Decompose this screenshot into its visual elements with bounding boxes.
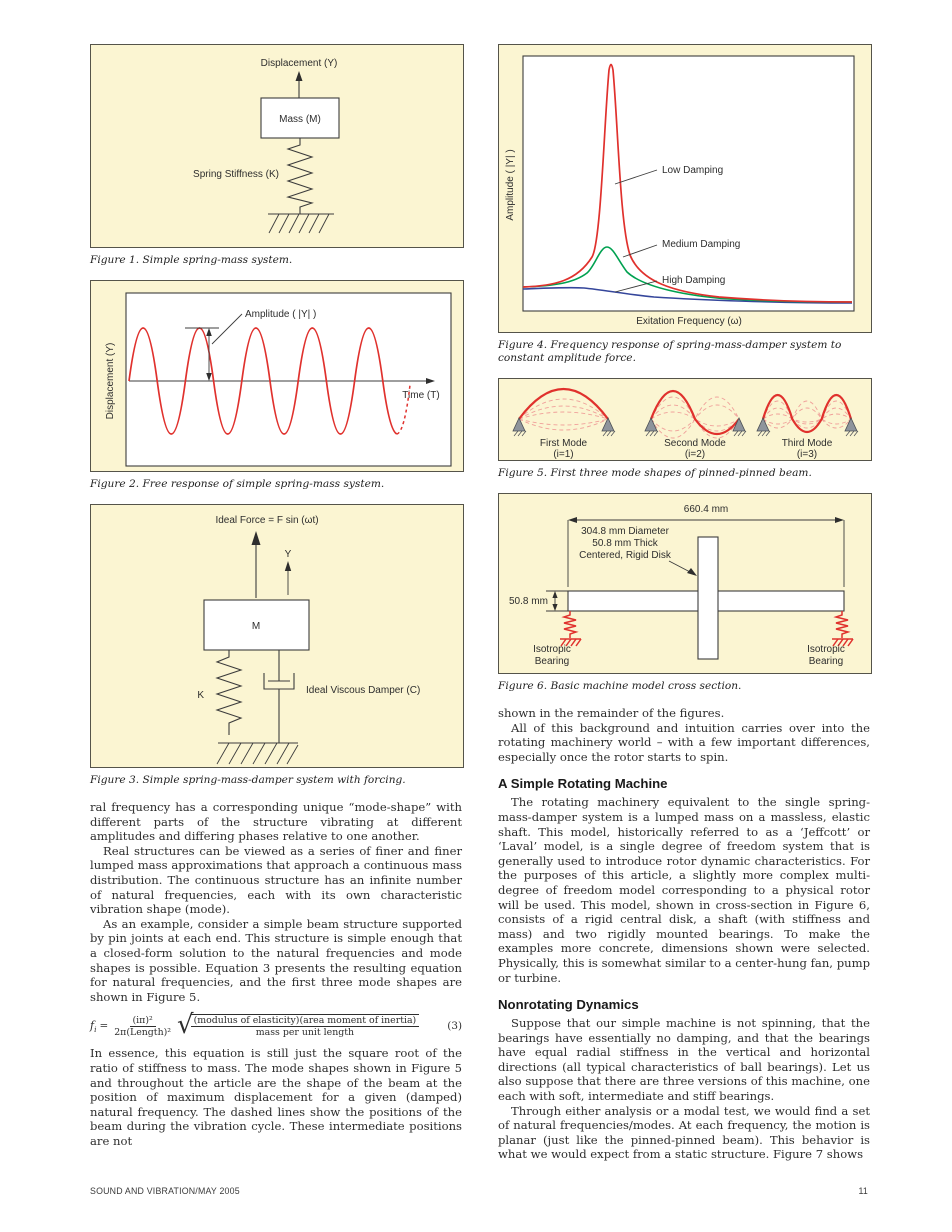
fig6-shaft-arrowhead-bottom bbox=[552, 604, 557, 611]
equation-variable: $f_i$ bbox=[90, 1018, 97, 1034]
fig5-mode2-label: Second Mode bbox=[664, 438, 726, 449]
fig4-low-damping-label: Low Damping bbox=[662, 165, 724, 176]
figure-4-plot bbox=[498, 44, 872, 333]
fig1-arrowhead bbox=[296, 71, 303, 81]
fig5-mode3-intermediate-dashed bbox=[763, 401, 851, 428]
paragraph: Suppose that our simple machine is not spinning, that the bearings have essentially no damping, and that the bearings have equal radial stiffness in the vertical and horizontal directions (all typical characteristics of ball bearings). Let us also suppose that there are three versions of this machine, one each with soft, intermediate and stiff bearings. bbox=[498, 1016, 870, 1104]
equation-3 bbox=[90, 1010, 462, 1041]
figure-1 bbox=[90, 44, 462, 267]
footer-journal-title: SOUND AND VIBRATION/MAY 2005 bbox=[90, 1186, 240, 1196]
paragraph: In essence, this equation is still just the square root of the ratio of stiffness to mass. The mode shapes shown in Figure 5 and throughout the article are the shape of the beam at the position of maximum displacement for a given (damped) natural frequency. The dashed lines show the positions of the beam during the vibration cycle. These intermediate positions are not bbox=[90, 1046, 462, 1148]
fig1-mass-label: Mass (M) bbox=[279, 114, 321, 125]
fig3-ground-hatching bbox=[217, 743, 298, 764]
fig6-right-bearing-label-line2: Bearing bbox=[808, 656, 844, 667]
radical-sign: √ bbox=[177, 1010, 194, 1041]
equation-number: (3) bbox=[447, 1020, 462, 1033]
fig2-x-axis-label: Time (T) bbox=[402, 390, 440, 401]
fig5-pin-support bbox=[845, 418, 857, 431]
figure-1-diagram bbox=[90, 44, 464, 248]
fig5-mode1-shape bbox=[519, 389, 608, 419]
fig6-left-bearing-label-line1: Isotropic bbox=[533, 644, 571, 655]
section-heading-simple-rotating-machine: A Simple Rotating Machine bbox=[498, 776, 668, 792]
figure-4 bbox=[498, 44, 870, 365]
fig1-displacement-label: Displacement (Y) bbox=[260, 58, 338, 69]
fig2-y-axis-label: Displacement (Y) bbox=[105, 342, 116, 420]
fig3-mass-label: M bbox=[251, 621, 261, 632]
right-column bbox=[498, 44, 870, 1162]
fig5-third-mode bbox=[757, 395, 858, 460]
fig4-medium-damping-label: Medium Damping bbox=[662, 239, 741, 250]
fig6-shaft-height-label: 50.8 mm bbox=[509, 596, 548, 607]
fig6-disk-label-line1: 304.8 mm Diameter bbox=[581, 526, 669, 537]
fig5-mode1-label: First Mode bbox=[539, 438, 588, 449]
fig1-spring bbox=[288, 138, 312, 214]
fig3-y-label: Y bbox=[284, 549, 292, 560]
figure-2 bbox=[90, 280, 462, 491]
equation-radicand: $\frac{\text{(modulus of elasticity)(area moment of inertia)}}{\text{mass per unit length}}$ bbox=[191, 1014, 420, 1038]
section-heading-nonrotating-dynamics: Nonrotating Dynamics bbox=[498, 997, 639, 1013]
figure-2-caption: Figure 2. Free response of simple spring-mass system. bbox=[90, 478, 385, 490]
fig3-spring bbox=[217, 650, 241, 735]
fig5-mode1-index: (i=1) bbox=[553, 449, 574, 460]
paragraph: The rotating machinery equivalent to the single spring-mass-damper system is a lumped mass on a massless, elastic shaft. This model, historically referred to as a ‘Jeffcott’ or ‘Laval’ model, is a single degree of freedom system that is generally used to introduce rotor dynamic characteristics. For the purposes of this article, a slightly more complex multi-degree of freedom model corresponding to a physical rotor will be used. This model, shown in cross-section in Figure 6, consists of a rigid central disk, a shaft (with stiffness and mass) and two rigidly mounted bearings. To make the examples more concrete, dimensions shown were selected. Physically, this is somewhat similar to a center-hung fan, pump or turbine. bbox=[498, 795, 870, 985]
fig6-shaft-arrowhead-top bbox=[552, 591, 557, 598]
fig5-mode3-label: Third Mode bbox=[781, 438, 833, 449]
paragraph: Through either analysis or a modal test, we would find a set of natural frequencies/modes. At each frequency, the motion is planar (just like the pinned-pinned beam). This behavior is what we would expect from a static structure. Figure 7 shows bbox=[498, 1103, 870, 1162]
figure-4-caption: Figure 4. Frequency response of spring-mass-damper system to constant amplitude force. bbox=[498, 339, 842, 364]
fig4-plot-area bbox=[523, 56, 854, 311]
fig4-y-axis-label: Amplitude ( |Y| ) bbox=[505, 149, 516, 221]
footer-page-number: 11 bbox=[858, 1186, 868, 1196]
figure-2-plot bbox=[90, 280, 464, 472]
figure-3-caption: Figure 3. Simple spring-mass-damper system with forcing. bbox=[90, 774, 406, 786]
fig6-right-bearing-spring bbox=[832, 611, 853, 646]
fig1-ground-hatching bbox=[269, 214, 329, 233]
fig6-left-bearing-label-line2: Bearing bbox=[534, 656, 570, 667]
fig5-pin-support bbox=[645, 418, 657, 431]
figure-3 bbox=[90, 504, 462, 787]
fig6-disk-label-line3: Centered, Rigid Disk bbox=[579, 550, 671, 561]
fig5-support-hatching bbox=[514, 431, 615, 436]
figure-3-diagram bbox=[90, 504, 464, 768]
fig4-high-damping-label: High Damping bbox=[662, 275, 726, 286]
paragraph: As an example, consider a simple beam structure supported by pin joints at each end. This structure is simple enough that a closed-form solution to the natural frequencies and mode shapes is possible. Equation 3 presents the resulting equation for natural frequencies, and the first three mode shapes are shown in Figure 5. bbox=[90, 916, 462, 1004]
fig5-pin-support bbox=[513, 418, 525, 431]
fig3-spring-label: K bbox=[197, 690, 204, 701]
fig3-y-arrowhead bbox=[285, 561, 291, 571]
paragraph: Real structures can be viewed as a series of finer and finer lumped mass approximations that approach a continuous mass distribution. The continuous structure has an infinite number of natural frequencies, each with its own characteristic vibration shape (mode). bbox=[90, 843, 462, 917]
fig2-amplitude-label: Amplitude ( |Y| ) bbox=[245, 309, 317, 320]
left-column bbox=[90, 44, 462, 1148]
fig5-pin-support bbox=[757, 418, 769, 431]
fig6-left-bearing-spring bbox=[560, 611, 581, 646]
figure-5-caption: Figure 5. First three mode shapes of pinned-pinned beam. bbox=[498, 467, 812, 479]
fig4-x-axis-label: Exitation Frequency (ω) bbox=[636, 316, 742, 327]
figure-6-diagram bbox=[498, 493, 872, 674]
fig6-disk-leader-arrowhead bbox=[687, 568, 697, 576]
fig6-dim-arrowhead-left bbox=[568, 517, 577, 523]
figure-5 bbox=[498, 378, 870, 480]
page-footer bbox=[90, 1186, 868, 1196]
fig6-dim-arrowhead-right bbox=[835, 517, 844, 523]
figure-6-caption: Figure 6. Basic machine model cross section. bbox=[498, 680, 742, 692]
right-body-text bbox=[498, 706, 870, 1162]
fig3-force-label: Ideal Force = F sin (ωt) bbox=[215, 515, 319, 526]
fig5-mode3-index: (i=3) bbox=[796, 449, 818, 460]
figure-1-caption: Figure 1. Simple spring-mass system. bbox=[90, 254, 293, 266]
paragraph: All of this background and intuition carries over into the rotating machinery world – with a few important differences, especially once the rotor starts to spin. bbox=[498, 720, 870, 764]
fig6-disk-label-line2: 50.8 mm Thick bbox=[592, 538, 658, 549]
fig6-right-bearing-label-line1: Isotropic bbox=[807, 644, 845, 655]
fig5-mode2-shape bbox=[651, 391, 739, 434]
fig5-mode2-index: (i=2) bbox=[684, 449, 706, 460]
figure-6 bbox=[498, 493, 870, 693]
left-body-text bbox=[90, 800, 462, 1148]
fig1-spring-label: Spring Stiffness (K) bbox=[193, 169, 279, 180]
paragraph: shown in the remainder of the figures. bbox=[498, 706, 725, 720]
equals-sign: = bbox=[99, 1020, 109, 1033]
fig5-second-mode bbox=[645, 391, 746, 460]
fig6-disk bbox=[698, 537, 718, 659]
fig5-first-mode bbox=[513, 389, 615, 460]
fig6-length-label: 660.4 mm bbox=[683, 504, 729, 515]
paragraph: ral frequency has a corresponding unique “mode-shape” with different parts of the structure vibrating at different amplitudes and differing phases relative to one another. bbox=[90, 800, 462, 844]
figure-5-diagram bbox=[498, 378, 872, 461]
fig3-damper-label: Ideal Viscous Damper (C) bbox=[306, 685, 421, 696]
fig3-force-arrowhead bbox=[252, 531, 261, 545]
equation-fraction: $\frac{\text{(iπ)²}}{\text{2π(Length)²}}$ bbox=[114, 1014, 172, 1038]
